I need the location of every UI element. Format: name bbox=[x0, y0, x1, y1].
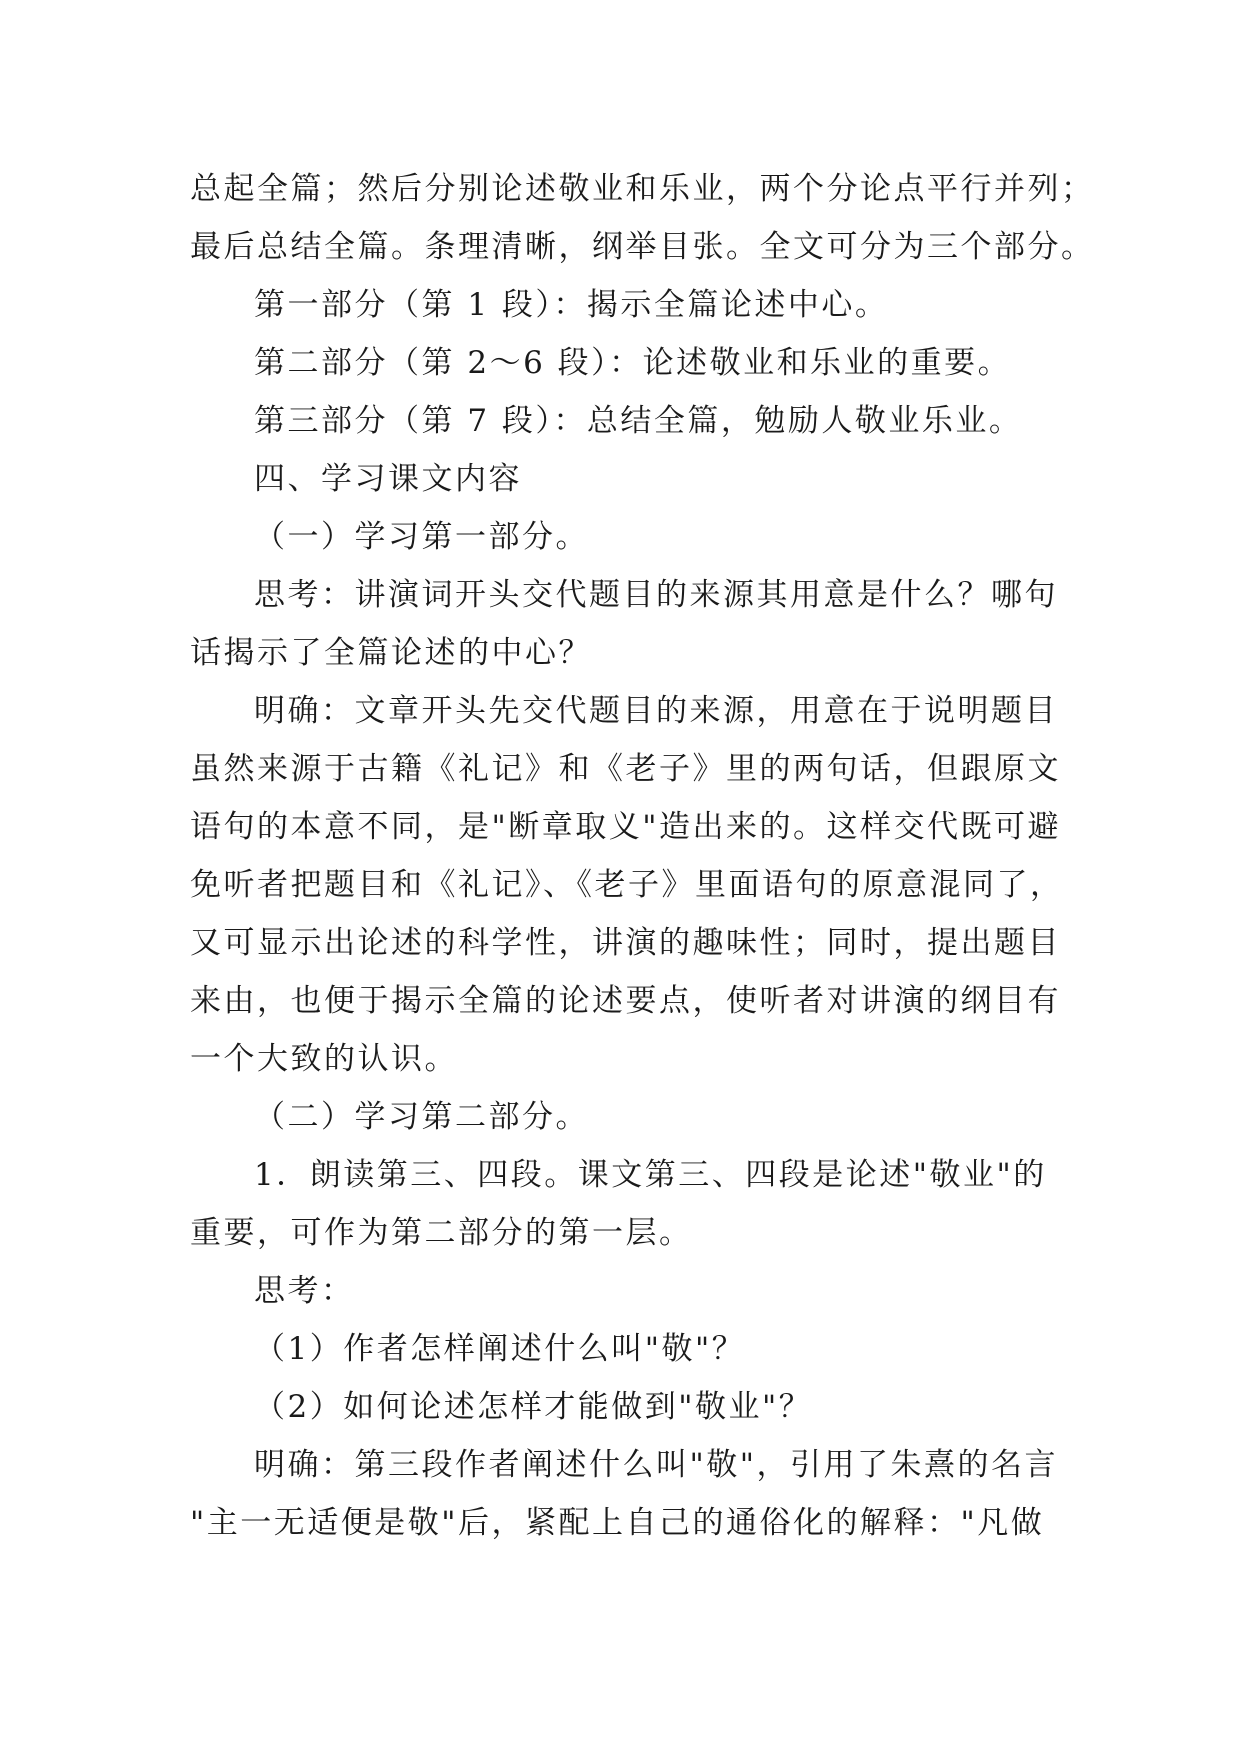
text-line: （2）如何论述怎样才能做到"敬业"？ bbox=[254, 1389, 813, 1425]
text-line: 总起全篇；然后分别论述敬业和乐业，两个分论点平行并列； bbox=[190, 171, 1095, 207]
text-line: 思考： bbox=[254, 1273, 355, 1309]
section-heading: 四、学习课文内容 bbox=[254, 461, 522, 497]
subsection-heading: （二）学习第二部分。 bbox=[254, 1099, 589, 1135]
text-line: 最后总结全篇。条理清晰，纲举目张。全文可分为三个部分。 bbox=[190, 229, 1095, 265]
text-line: 第二部分（第 2～6 段）：论述敬业和乐业的重要。 bbox=[254, 345, 1012, 381]
text-line: 思考：讲演词开头交代题目的来源其用意是什么？哪句 bbox=[254, 577, 1058, 613]
text-line: 明确：文章开头先交代题目的来源，用意在于说明题目 bbox=[254, 693, 1058, 729]
text-line: 虽然来源于古籍《礼记》和《老子》里的两句话，但跟原文 bbox=[190, 751, 1061, 787]
text-line: 一个大致的认识。 bbox=[190, 1041, 458, 1077]
text-line: 第三部分（第 7 段）：总结全篇，勉励人敬业乐业。 bbox=[254, 403, 1023, 439]
text-line: 明确：第三段作者阐述什么叫"敬"，引用了朱熹的名言 bbox=[254, 1447, 1059, 1483]
text-line: 又可显示出论述的科学性，讲演的趣味性；同时，提出题目 bbox=[190, 925, 1061, 961]
text-line: 话揭示了全篇论述的中心？ bbox=[190, 635, 592, 671]
document-body bbox=[190, 160, 1095, 1552]
text-line: 来由，也便于揭示全篇的论述要点，使听者对讲演的纲目有 bbox=[190, 983, 1061, 1019]
text-line: 重要，可作为第二部分的第一层。 bbox=[190, 1215, 693, 1251]
text-line: 第一部分（第 1 段）：揭示全篇论述中心。 bbox=[254, 287, 889, 323]
text-line: "主一无适便是敬"后，紧配上自己的通俗化的解释："凡做 bbox=[190, 1505, 1045, 1541]
text-line: （1）作者怎样阐述什么叫"敬"？ bbox=[254, 1331, 746, 1367]
subsection-heading: （一）学习第一部分。 bbox=[254, 519, 589, 555]
text-line: 1．朗读第三、四段。课文第三、四段是论述"敬业"的 bbox=[254, 1157, 1047, 1193]
text-line: 免听者把题目和《礼记》、《老子》里面语句的原意混同了， bbox=[190, 867, 1064, 903]
text-line: 语句的本意不同，是"断章取义"造出来的。这样交代既可避 bbox=[190, 809, 1062, 845]
